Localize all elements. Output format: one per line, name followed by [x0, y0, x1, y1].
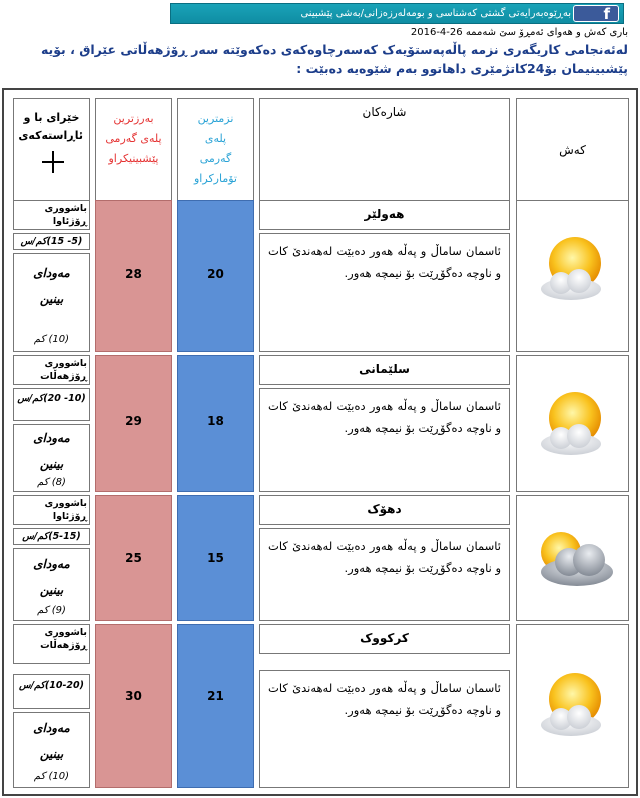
min-temp-value: 21 [207, 689, 224, 703]
header-wind-label: خێرای با و ئاڕاستەکەی [18, 111, 83, 142]
forecast-description: ئاسمان ساماڵ و پەڵە هەور دەبێت لەهەندێ کات و ناوچە دەگۆڕێت بۆ نیمچە هەور. [268, 399, 501, 435]
wind-speed-cell [13, 674, 90, 709]
wind-direction-cell [13, 200, 90, 230]
weather-icon-cell [516, 200, 629, 352]
max-temp-value: 25 [125, 551, 142, 565]
page-banner [170, 3, 624, 24]
weather-icon-cell [516, 495, 629, 621]
min-temp-value: 15 [207, 551, 224, 565]
visibility-cell [13, 424, 90, 492]
banner-title: بەڕێوەبەرایەتی گشتی کەشناسی و بومەلەرزەزانی/بەشی پێشبینی [300, 8, 571, 19]
city-name-cell [259, 200, 510, 230]
max-temp-cell [95, 495, 172, 621]
sun-cloud-icon [535, 231, 613, 309]
forecast-description: ئاسمان ساماڵ و پەڵە هەور دەبێت لەهەندێ کات و ناوچە دەگۆڕێت بۆ نیمچە هەور. [268, 681, 501, 717]
description-cell [259, 528, 510, 621]
max-temp-value: 29 [125, 414, 142, 428]
visibility-label: مەودای بینین [33, 721, 70, 761]
visibility-label: مەودای بینین [33, 266, 70, 306]
city-name: سلێمانی [359, 362, 410, 376]
max-temp-cell [95, 624, 172, 788]
wind-speed: (10-20)کم/س [19, 680, 84, 691]
visibility-cell [13, 712, 90, 788]
header-wind [13, 98, 90, 203]
header-weather [516, 98, 629, 203]
cloud-sun-icon [527, 516, 621, 600]
intro-line-1: لەئەنجامی کاریگەری نزمە پاڵەپەستۆیەک کەسەرچاوەکەی دەکەوێتە سەر ڕۆژهەڵاتی عێراق ، بۆیە [40, 42, 628, 57]
min-temp-cell [177, 624, 254, 788]
header-weather-label: کەش [559, 143, 586, 157]
visibility-cell [13, 548, 90, 621]
max-temp-cell [95, 355, 172, 492]
min-temp-value: 18 [207, 414, 224, 428]
facebook-icon[interactable] [573, 5, 619, 22]
description-cell [259, 233, 510, 352]
plus-icon[interactable] [42, 151, 64, 173]
header-min-temp [177, 98, 254, 203]
wind-direction: باشووری ڕۆژهەڵات [40, 358, 87, 382]
sun-cloud-icon [535, 386, 613, 464]
sun-cloud-icon [535, 667, 613, 745]
wind-speed: (10- 20)کم/س [17, 393, 86, 404]
description-cell [259, 388, 510, 492]
wind-speed: (5- 15)کم/س [20, 236, 83, 247]
wind-speed-cell [13, 233, 90, 250]
max-temp-cell [95, 200, 172, 352]
city-name: دهۆک [367, 502, 402, 516]
min-temp-value: 20 [207, 267, 224, 281]
header-cities-label: شارەکان [362, 105, 407, 119]
description-cell [259, 670, 510, 788]
wind-speed-cell [13, 528, 90, 545]
intro-line-2: پێشبینیمان بۆ24کاتژمێری داهاتوو بەم شێوەیە دەبێت : [296, 61, 628, 76]
min-temp-cell [177, 495, 254, 621]
city-name: هەولێر [364, 207, 405, 221]
visibility-label: مەودای بینین [33, 557, 70, 597]
visibility-value: (10) کم [33, 334, 70, 345]
weather-icon-cell [516, 624, 629, 788]
visibility-value: (10) کم [33, 771, 70, 782]
city-name: کرکووک [360, 631, 409, 645]
max-temp-value: 30 [125, 689, 142, 703]
header-min-temp-label: نزمترین پلەی گەرمی تۆمارکراو [194, 112, 237, 185]
forecast-table [2, 88, 638, 796]
wind-direction: باشووری ڕۆژئاوا [44, 498, 87, 522]
wind-speed-cell [13, 388, 90, 421]
header-cities [259, 98, 510, 203]
weather-icon-cell [516, 355, 629, 492]
city-name-cell [259, 624, 510, 654]
city-name-cell [259, 355, 510, 385]
visibility-value: (8) کم [37, 477, 66, 488]
visibility-value: (9) کم [37, 605, 66, 616]
forecast-description: ئاسمان ساماڵ و پەڵە هەور دەبێت لەهەندێ کات و ناوچە دەگۆڕێت بۆ نیمچە هەور. [268, 244, 501, 280]
city-name-cell [259, 495, 510, 525]
wind-direction-cell [13, 495, 90, 525]
header-max-temp [95, 98, 172, 203]
wind-direction-cell [13, 355, 90, 385]
facebook-letter: f [603, 5, 610, 23]
min-temp-cell [177, 200, 254, 352]
wind-direction: باشووری ڕۆژئاوا [44, 203, 87, 227]
wind-direction: باشووری ڕۆژهەڵات [40, 627, 87, 651]
max-temp-value: 28 [125, 267, 142, 281]
wind-speed: (5-15)کم/س [22, 531, 81, 542]
forecast-description: ئاسمان ساماڵ و پەڵە هەور دەبێت لەهەندێ کات و ناوچە دەگۆڕێت بۆ نیمچە هەور. [268, 539, 501, 575]
visibility-cell [13, 253, 90, 352]
visibility-label: مەودای بینین [33, 431, 70, 471]
header-max-temp-label: بەرزترین پلەی گەرمی پێشبینیکراو [105, 112, 162, 165]
wind-direction-cell [13, 624, 90, 664]
min-temp-cell [177, 355, 254, 492]
date-line: باری کەش و هەوای ئەمڕۆ سێ شەممە 26-4-2016 [410, 27, 628, 38]
